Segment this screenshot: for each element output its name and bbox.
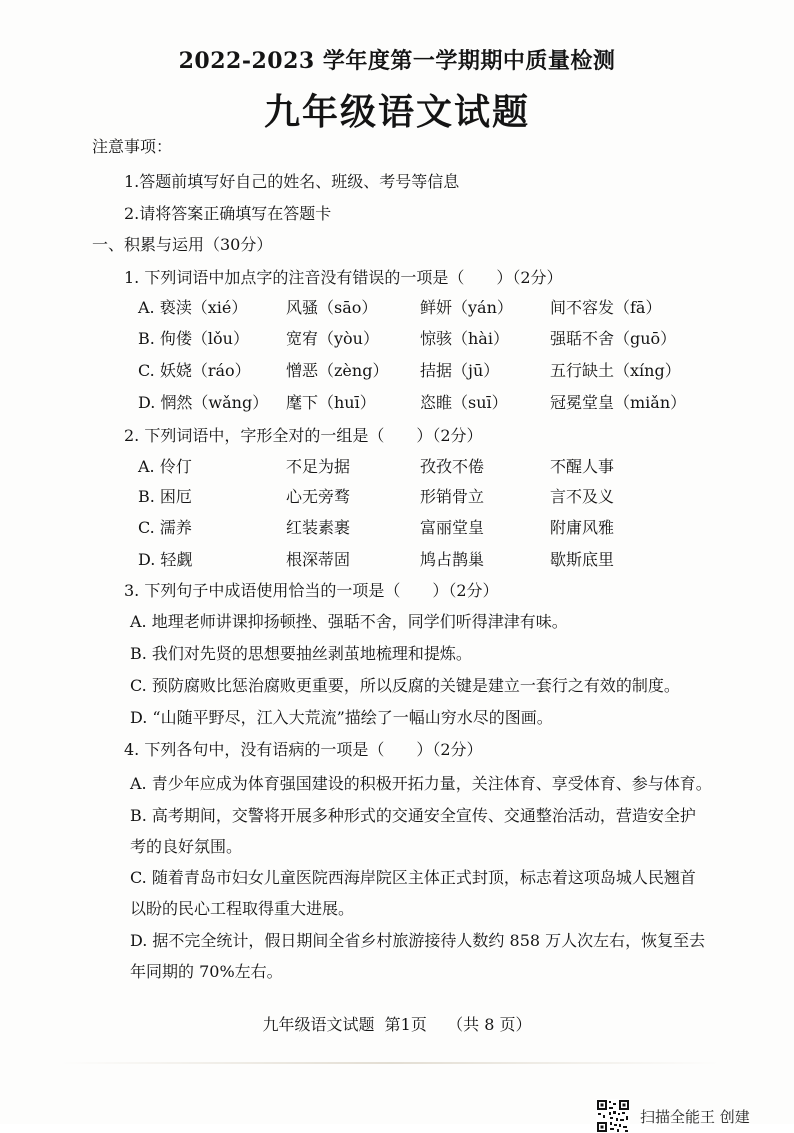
question-3-stem: 3. 下列句子中成语使用恰当的一项是（ ）（2分） — [124, 581, 499, 600]
question-2-option: 言不及义 — [550, 487, 615, 506]
question-2-option: 附庸风雅 — [550, 518, 615, 537]
question-4-line: 以盼的民心工程取得重大进展。 — [130, 899, 355, 918]
question-2-option: 心无旁骛 — [286, 487, 351, 506]
question-1-option: 憎恶（zèng） — [286, 361, 389, 380]
question-2-row — [138, 517, 698, 539]
question-2-option: 不足为据 — [286, 457, 351, 476]
question-2-option: 鸠占鹊巢 — [420, 550, 485, 569]
exam-subtitle: 2022-2023 学年度第一学期期中质量检测 — [178, 48, 616, 74]
question-4-line: A. 青少年应成为体育强国建设的积极开拓力量，关注体育、享受体育、参与体育。 — [130, 774, 712, 793]
question-1-option: 宽宥（yòu） — [286, 329, 379, 348]
question-1-option: 冠冕堂皇（miǎn） — [550, 393, 687, 412]
notice-item: 2.请将答案正确填写在答题卡 — [124, 204, 332, 223]
question-4-line: 考的良好氛围。 — [130, 837, 243, 856]
question-1-option: 间不容发（fā） — [550, 298, 662, 317]
question-2-option: 不醒人事 — [550, 457, 615, 476]
question-1-option: D. 惘然（wǎng） — [138, 393, 269, 412]
question-3-option: A. 地理老师讲课抑扬顿挫、强聒不舍，同学们听得津津有味。 — [130, 612, 568, 631]
question-1-option: B. 佝偻（lǒu） — [138, 329, 249, 348]
question-2-row — [138, 456, 698, 478]
question-1-option: 恣睢（suī） — [420, 393, 508, 412]
question-3-option: B. 我们对先贤的思想要抽丝剥茧地梳理和提炼。 — [130, 644, 472, 663]
question-2-option: D. 轻觑 — [138, 550, 193, 569]
notice-heading: 注意事项： — [92, 137, 173, 156]
question-2-option: B. 困厄 — [138, 487, 192, 506]
question-2-option: A. 伶仃 — [138, 457, 192, 476]
page-footer: 九年级语文试题 第1页 （共 8 页） — [262, 1015, 532, 1034]
scanner-watermark: 扫描全能王 创建 — [640, 1108, 750, 1126]
question-3-option: C. 预防腐败比惩治腐败更重要，所以反腐的关键是建立一套行之有效的制度。 — [130, 676, 680, 695]
question-3-option: D. “山随平野尽，江入大荒流”描绘了一幅山穷水尽的图画。 — [130, 708, 553, 727]
exam-title: 九年级语文试题 — [263, 91, 530, 133]
question-1-option: 强聒不舍（guō） — [550, 329, 677, 348]
question-2-option: C. 濡养 — [138, 518, 192, 537]
question-2-option: 富丽堂皇 — [420, 518, 485, 537]
scan-artifact-divider — [60, 1062, 720, 1064]
question-1-option: 鲜妍（yán） — [420, 298, 513, 317]
question-1-row — [138, 297, 698, 319]
question-1-row — [138, 392, 698, 414]
question-2-option: 形销骨立 — [420, 487, 485, 506]
question-2-stem: 2. 下列词语中，字形全对的一组是（ ）（2分） — [124, 426, 483, 445]
question-2-row — [138, 549, 698, 571]
question-4-stem: 4. 下列各句中，没有语病的一项是（ ）（2分） — [124, 740, 483, 759]
question-2-row — [138, 486, 698, 508]
question-1-option: 五行缺土（xíng） — [550, 361, 681, 380]
section-heading: 一、积累与运用（30分） — [92, 235, 273, 254]
question-2-option: 孜孜不倦 — [420, 457, 485, 476]
question-1-option: 拮据（jū） — [420, 361, 500, 380]
question-1-option: A. 亵渎（xié） — [138, 298, 248, 317]
question-1-option: C. 妖娆（ráo） — [138, 361, 251, 380]
question-2-option: 红装素裹 — [286, 518, 351, 537]
question-1-option: 惊骇（hài） — [420, 329, 509, 348]
question-4-line: C. 随着青岛市妇女儿童医院西海岸院区主体正式封顶，标志着这项岛城人民翘首 — [130, 868, 696, 887]
question-1-option: 麾下（huī） — [286, 393, 376, 412]
question-2-option: 根深蒂固 — [286, 550, 351, 569]
question-4-line: 年同期的 70%左右。 — [130, 962, 283, 981]
notice-item: 1.答题前填写好自己的姓名、班级、考号等信息 — [124, 172, 460, 191]
question-1-stem: 1. 下列词语中加点字的注音没有错误的一项是（ ）（2分） — [124, 268, 563, 287]
question-4-line: D. 据不完全统计，假日期间全省乡村旅游接待人数约 858 万人次左右，恢复至去 — [130, 931, 706, 950]
question-1-row — [138, 328, 698, 350]
question-2-option: 歇斯底里 — [550, 550, 615, 569]
question-1-option: 风骚（sāo） — [286, 298, 378, 317]
question-1-row — [138, 360, 698, 382]
question-4-line: B. 高考期间，交警将开展多种形式的交通安全宣传、交通整治活动，营造安全护 — [130, 806, 696, 825]
qr-code-icon — [596, 1099, 630, 1133]
